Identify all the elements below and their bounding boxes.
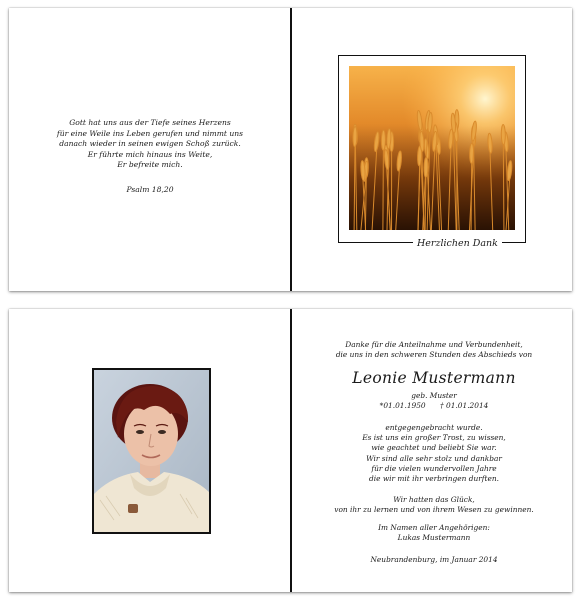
deceased-name: Leonie Mustermann bbox=[352, 369, 516, 387]
birth-date: *01.01.1950 bbox=[379, 401, 426, 410]
poem-line: Wir sind alle sehr stolz und dankbar bbox=[366, 453, 502, 463]
family-line: Lukas Mustermann bbox=[397, 533, 471, 543]
poem-line: Es ist uns ein großer Trost, zu wissen, bbox=[362, 433, 506, 443]
poem-line: entgegengebracht wurde. bbox=[385, 423, 483, 432]
family-line: Im Namen aller Angehörigen: bbox=[378, 523, 490, 532]
wheat-field-photo bbox=[349, 66, 515, 230]
verse-line: Er befreite mich. bbox=[117, 160, 183, 170]
wheat-ear bbox=[353, 127, 357, 147]
place-and-date: Neubrandenburg, im Januar 2014 bbox=[370, 555, 498, 564]
verse-reference: Psalm 18,20 bbox=[126, 184, 174, 194]
card-fold-line bbox=[290, 309, 292, 592]
birth-name: geb. Muster bbox=[411, 391, 457, 400]
wheat-stem bbox=[503, 143, 504, 230]
thanks-intro bbox=[296, 340, 572, 360]
poem-line: für die vielen wundervollen Jahre bbox=[371, 463, 497, 473]
family-signature bbox=[296, 523, 572, 543]
verse-line: danach wieder in seinen ewigen Schoß zurück. bbox=[59, 139, 241, 149]
wheat-ear bbox=[424, 157, 428, 177]
poem-line: die wir mit ihr verbringen durften. bbox=[369, 474, 499, 484]
death-date: † 01.01.2014 bbox=[440, 401, 489, 410]
memorial-poem bbox=[296, 423, 572, 484]
card-outer-spread bbox=[9, 8, 572, 291]
verse-line: Er führte mich hinaus ins Weite, bbox=[87, 149, 213, 159]
fortune-line: von ihr zu lernen und von ihrem Wesen zu gewinnen. bbox=[334, 505, 534, 515]
wheat-field-image bbox=[349, 66, 515, 230]
wheat-ear bbox=[501, 124, 505, 144]
verse-line: für eine Weile ins Leben gerufen und nimmt uns bbox=[56, 128, 244, 138]
portrait-image bbox=[94, 370, 209, 532]
poem-line: wie geachtet und beliebt Sie war. bbox=[371, 443, 497, 453]
intro-line: Danke für die Anteilnahme und Verbundenheit, bbox=[345, 340, 523, 349]
portrait-photo bbox=[92, 368, 211, 534]
card-fold-line bbox=[290, 8, 292, 291]
wheat-photo-frame bbox=[338, 55, 526, 243]
wheat-stem bbox=[383, 149, 384, 230]
life-dates bbox=[296, 401, 572, 411]
wheat-ear bbox=[381, 130, 385, 150]
fortune-line: Wir hatten das Glück, bbox=[393, 495, 475, 504]
intro-line: die uns in den schweren Stunden des Abschieds von bbox=[335, 350, 533, 360]
verse-line: Gott hat uns aus der Tiefe seines Herzens bbox=[69, 118, 231, 127]
thanks-caption: Herzlichen Dank bbox=[413, 238, 502, 250]
bible-verse bbox=[39, 118, 261, 196]
card-inner-spread bbox=[9, 309, 572, 592]
fortune-lines bbox=[296, 495, 572, 515]
